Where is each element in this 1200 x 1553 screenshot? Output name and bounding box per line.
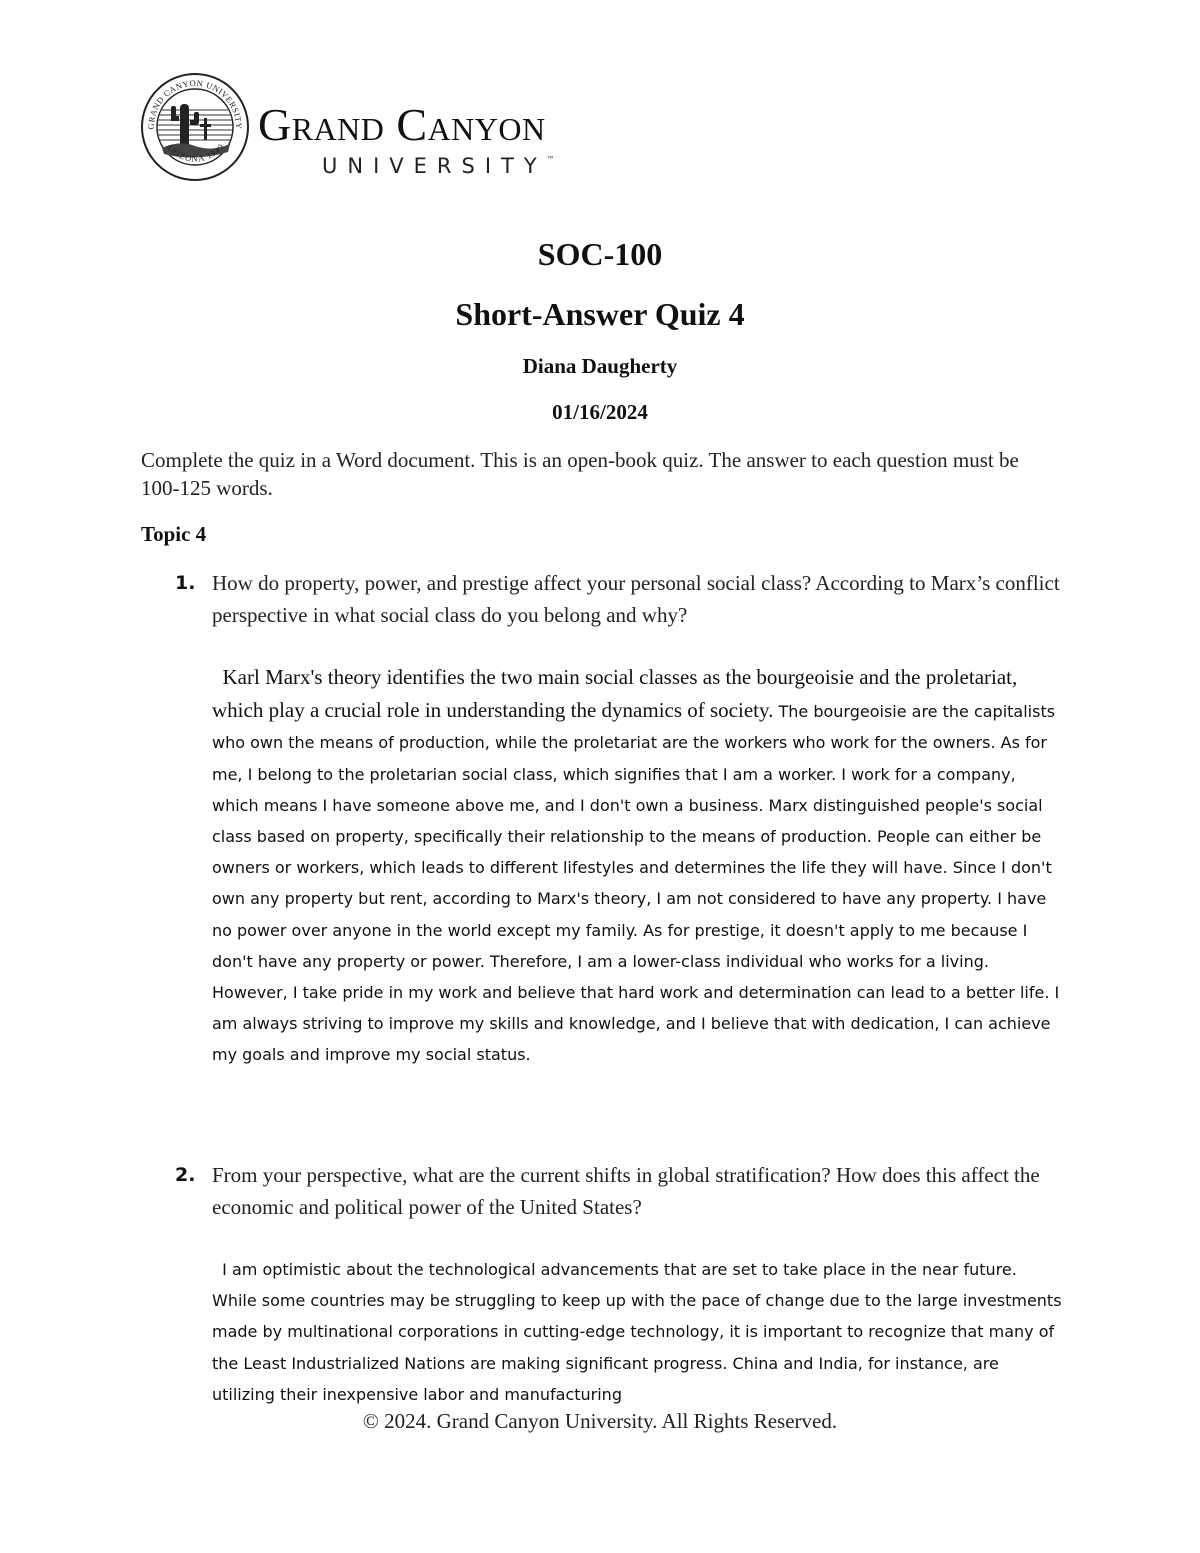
svg-text:ARIZONA 1949: ARIZONA 1949	[163, 141, 227, 164]
answer-1-lead: Karl Marx's theory identifies the two main social classes as the bourgeoisie and the proletariat, which play a crucial role in understanding the dynamics of society.	[212, 665, 1023, 723]
quiz-title: Short-Answer Quiz 4	[455, 296, 745, 332]
svg-text:GRAND CANYON UNIVERSITY: GRAND CANYON UNIVERSITY	[145, 77, 245, 130]
logo-name-line2: UNIVERSITY™	[322, 154, 555, 178]
answer-1	[212, 662, 1062, 1072]
question-2-number: 2.	[175, 1164, 196, 1186]
question-1-number: 1.	[175, 572, 196, 594]
instructions: Complete the quiz in a Word document. This is an open-book quiz. The answer to each question must be 100-125 words.	[141, 448, 1019, 500]
course-code: SOC-100	[537, 236, 663, 272]
question-2-text: From your perspective, what are the current shifts in global stratification? How does this affect the economic and political power of the United States?	[212, 1163, 1040, 1219]
university-seal-icon	[140, 72, 250, 182]
answer-2	[212, 1255, 1067, 1411]
question-1-text: How do property, power, and prestige affect your personal social class? According to Marx’s conflict perspective in what social class do you belong and why?	[212, 571, 1060, 627]
copyright-footer: © 2024. Grand Canyon University. All Rights Reserved.	[362, 1409, 838, 1433]
logo-name-line1: Grand Canyon	[258, 99, 546, 150]
answer-1-body: The bourgeoisie are the capitalists who own the means of production, while the proletariat are the workers who work for the owners. As for me, I belong to the proletarian social class, which signifies that I am a worker. I work for a company, which means I have someone above me, and I don't own a business. Marx distinguished people's social class based on property, specifically their relationship to the means of production. People can either be owners or workers, which leads to different lifestyles and determines the life they will have. Since I don't own any property but rent, according to Marx's theory, I am not considered to have any property. I have no power over anyone in the world except my family. As for prestige, it doesn't apply to me because I don't have any property or power. Therefore, I am a lower-class individual who works for a living. However, I take pride in my work and believe that hard work and determination can lead to a better life. I am always striving to improve my skills and knowledge, and I believe that with dedication, I can achieve my goals and improve my social status.	[212, 702, 1060, 1065]
submission-date: 01/16/2024	[552, 400, 648, 424]
university-logo	[140, 72, 620, 182]
author-name: Diana Daugherty	[522, 354, 678, 378]
topic-heading: Topic 4	[141, 522, 207, 546]
answer-2-body: I am optimistic about the technological advancements that are set to take place in the near future. While some countries may be struggling to keep up with the pace of change due to the large investments made by multinational corporations in cutting-edge technology, it is important to recognize that many of the Least Industrialized Nations are making significant progress. China and India, for instance, are utilizing their inexpensive labor and manufacturing	[212, 1260, 1067, 1404]
